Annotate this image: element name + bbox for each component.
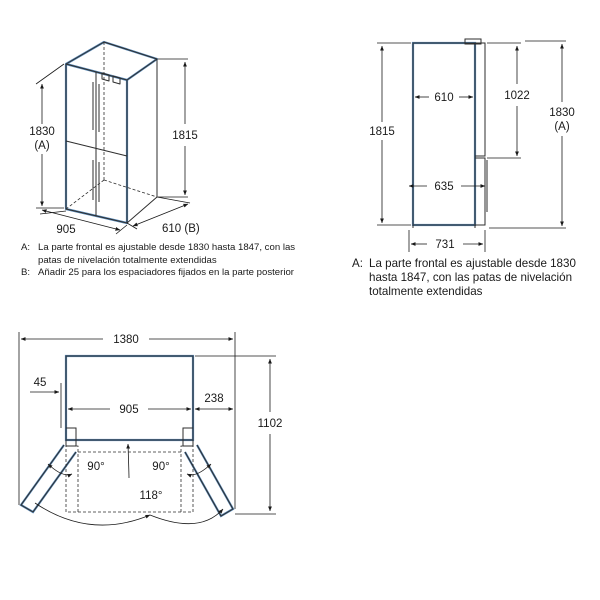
dimension-offset bbox=[30, 377, 61, 428]
side-height-a-tag: (A) bbox=[554, 121, 570, 133]
fridge-side-drawing bbox=[413, 39, 487, 228]
fridge-perspective-view bbox=[29, 42, 200, 236]
dimension-door-height bbox=[487, 43, 530, 158]
total-width-value: 1380 bbox=[113, 334, 139, 346]
side-view-note bbox=[352, 257, 592, 300]
height-right-value: 1815 bbox=[172, 130, 198, 142]
dimension-depth-b bbox=[127, 197, 200, 235]
angle-right-value: 90° bbox=[152, 461, 170, 473]
height-a-value: 1830 bbox=[29, 126, 55, 138]
note-a-key: A: bbox=[21, 242, 31, 253]
fridge-perspective-drawing bbox=[66, 42, 157, 223]
note-b-key: B: bbox=[21, 267, 31, 278]
dimension-side-depth bbox=[415, 92, 473, 104]
front-view-notes bbox=[21, 242, 296, 280]
fridge-top-drawing bbox=[21, 356, 233, 516]
side-note-key: A: bbox=[352, 257, 363, 270]
side-height-value: 1815 bbox=[369, 126, 395, 138]
height-a-tag: (A) bbox=[34, 140, 50, 152]
offset-value: 45 bbox=[33, 377, 47, 389]
dimension-body-width bbox=[68, 404, 191, 416]
side-depth-value: 610 bbox=[434, 92, 454, 104]
side-overall-depth-value: 731 bbox=[435, 239, 455, 251]
dimension-clearance bbox=[195, 393, 233, 409]
fridge-top-view bbox=[19, 332, 282, 525]
side-note-row bbox=[352, 257, 592, 300]
dimension-height-a bbox=[29, 64, 64, 208]
side-height-a-value: 1830 bbox=[549, 107, 575, 119]
dimension-side-height-a bbox=[489, 41, 575, 228]
clearance-value: 238 bbox=[204, 393, 224, 405]
open-depth-value: 1102 bbox=[257, 418, 283, 430]
side-note-text: La parte frontal es ajustable desde 1830 hasta 1847, con las patas de nivelación totalmente extendidas bbox=[369, 257, 576, 299]
note-b-row bbox=[21, 267, 296, 280]
dimension-open-depth bbox=[195, 356, 282, 514]
dimension-side-overall-depth bbox=[409, 230, 485, 252]
width-value: 905 bbox=[56, 224, 76, 236]
fridge-side-view bbox=[369, 39, 575, 252]
dimension-height-right bbox=[158, 59, 198, 197]
note-a-row bbox=[21, 242, 296, 267]
note-b-text: Añadir 25 para los espaciadores fijados en la parte posterior bbox=[38, 267, 294, 278]
dimension-side-handle-depth bbox=[409, 181, 485, 193]
body-width-value: 905 bbox=[119, 404, 139, 416]
door-height-value: 1022 bbox=[504, 90, 530, 102]
depth-b-value: 610 (B) bbox=[162, 223, 200, 235]
angle-arcs bbox=[35, 444, 223, 525]
side-handle-depth-value: 635 bbox=[434, 181, 454, 193]
angle-left-value: 90° bbox=[87, 461, 105, 473]
dimension-side-height bbox=[369, 43, 411, 225]
angle-open-value: 118° bbox=[139, 490, 163, 502]
note-a-text: La parte frontal es ajustable desde 1830 hasta 1847, con las patas de nivelación totalmente extendidas bbox=[38, 242, 296, 266]
